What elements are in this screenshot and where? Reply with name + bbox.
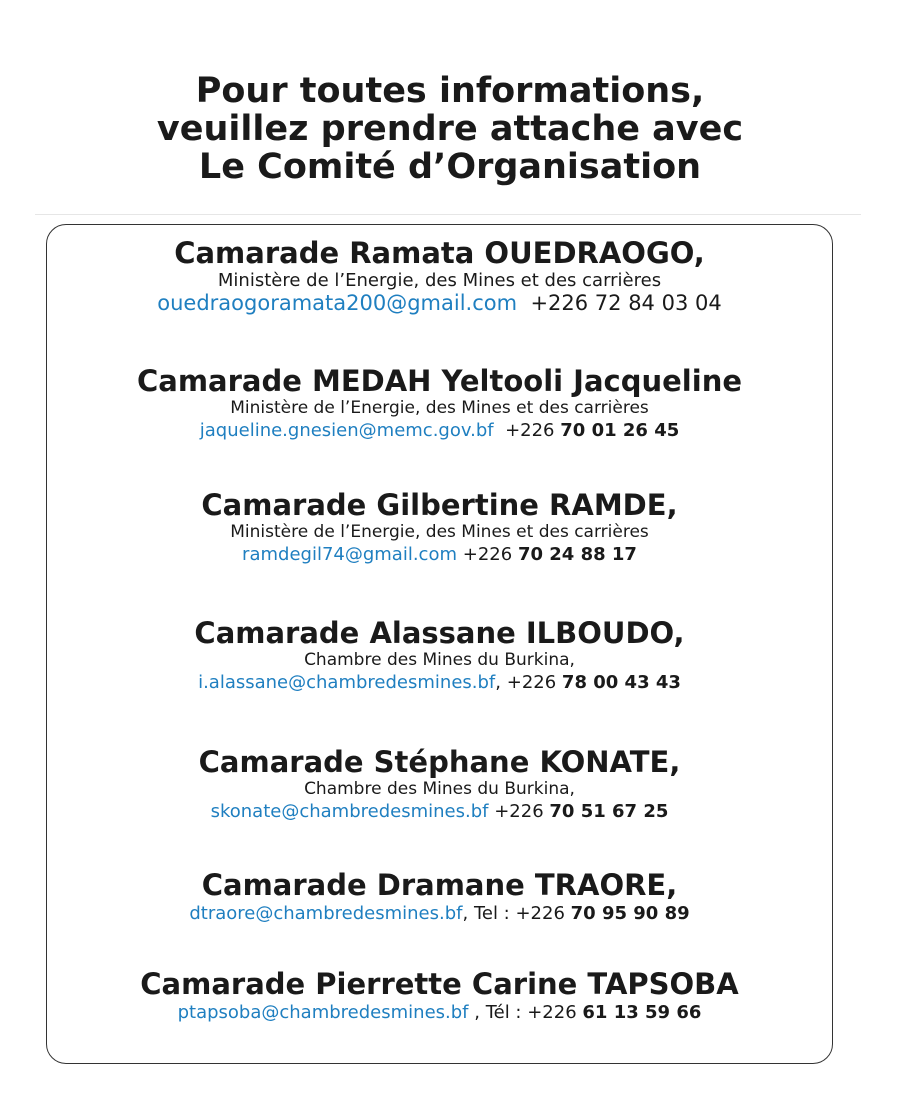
heading-line-2: veuillez prendre attache avec [156, 109, 744, 149]
page-heading [0, 72, 900, 186]
contact-phone-number: 70 51 67 25 [549, 801, 669, 822]
contact-phone-number: 61 13 59 66 [582, 1002, 702, 1023]
contact-organization: Ministère de l’Energie, des Mines et des carrières [230, 398, 649, 418]
contact-name: Camarade MEDAH Yeltooli Jacqueline [136, 364, 743, 398]
contact-name: Camarade Gilbertine RAMDE, [201, 488, 678, 522]
contact-name: Camarade Ramata OUEDRAOGO, [174, 236, 705, 270]
contact-phone-label: +226 [462, 544, 513, 565]
contact-organization: Chambre des Mines du Burkina, [304, 779, 575, 799]
contact-line [46, 419, 833, 443]
contact-phone-label: Tel : +226 [473, 903, 565, 924]
heading-line-3: Le Comité d’Organisation [198, 147, 702, 187]
contact-phone-number: 70 95 90 89 [570, 903, 690, 924]
heading-line-1: Pour toutes informations, [195, 71, 705, 111]
contact-card [46, 745, 833, 824]
contact-name: Camarade Dramane TRAORE, [201, 868, 678, 902]
contact-phone-label: +226 [494, 801, 544, 822]
contact-phone-number: 70 24 88 17 [517, 544, 637, 565]
contact-phone-label: +226 [506, 672, 557, 693]
contact-phone-number: 70 01 26 45 [560, 420, 680, 441]
contact-line [46, 543, 833, 567]
contact-organization: Ministère de l’Energie, des Mines et des carrières [230, 522, 649, 542]
contact-line [46, 902, 833, 926]
divider [35, 214, 861, 215]
contact-card [46, 967, 833, 1025]
contact-name: Camarade Pierrette Carine TAPSOBA [140, 967, 739, 1001]
contact-organization: Ministère de l’Energie, des Mines et des carrières [217, 270, 662, 291]
contact-email-link[interactable]: ouedraogoramata200@gmail.com [157, 291, 518, 315]
contact-card [46, 488, 833, 567]
contact-card [46, 364, 833, 443]
contact-organization: Chambre des Mines du Burkina, [304, 650, 575, 670]
contact-card [46, 868, 833, 926]
contact-email-link[interactable]: ramdegil74@gmail.com [242, 544, 458, 565]
contact-phone-label: +226 72 84 03 04 [530, 291, 722, 315]
contact-line [46, 291, 833, 315]
contact-phone-label: Tél : +226 [485, 1002, 577, 1023]
contact-email-link[interactable]: dtraore@chambredesmines.bf [189, 903, 463, 924]
contact-email-link[interactable]: ptapsoba@chambredesmines.bf [177, 1002, 469, 1023]
contact-card [46, 236, 833, 315]
contact-email-link[interactable]: skonate@chambredesmines.bf [210, 801, 489, 822]
contact-separator: , [468, 1002, 480, 1023]
contact-line [46, 671, 833, 695]
contact-email-link[interactable]: jaqueline.gnesien@memc.gov.bf [199, 420, 494, 441]
contact-card [46, 616, 833, 695]
contact-separator: , [495, 672, 501, 693]
contact-name: Camarade Stéphane KONATE, [198, 745, 681, 779]
contact-email-link[interactable]: i.alassane@chambredesmines.bf [198, 672, 496, 693]
contact-name: Camarade Alassane ILBOUDO, [194, 616, 685, 650]
contact-phone-label: +226 [505, 420, 555, 441]
contact-separator: , [462, 903, 469, 924]
contact-line [46, 1001, 833, 1025]
contact-phone-number: 78 00 43 43 [561, 672, 681, 693]
contact-line [46, 800, 833, 824]
